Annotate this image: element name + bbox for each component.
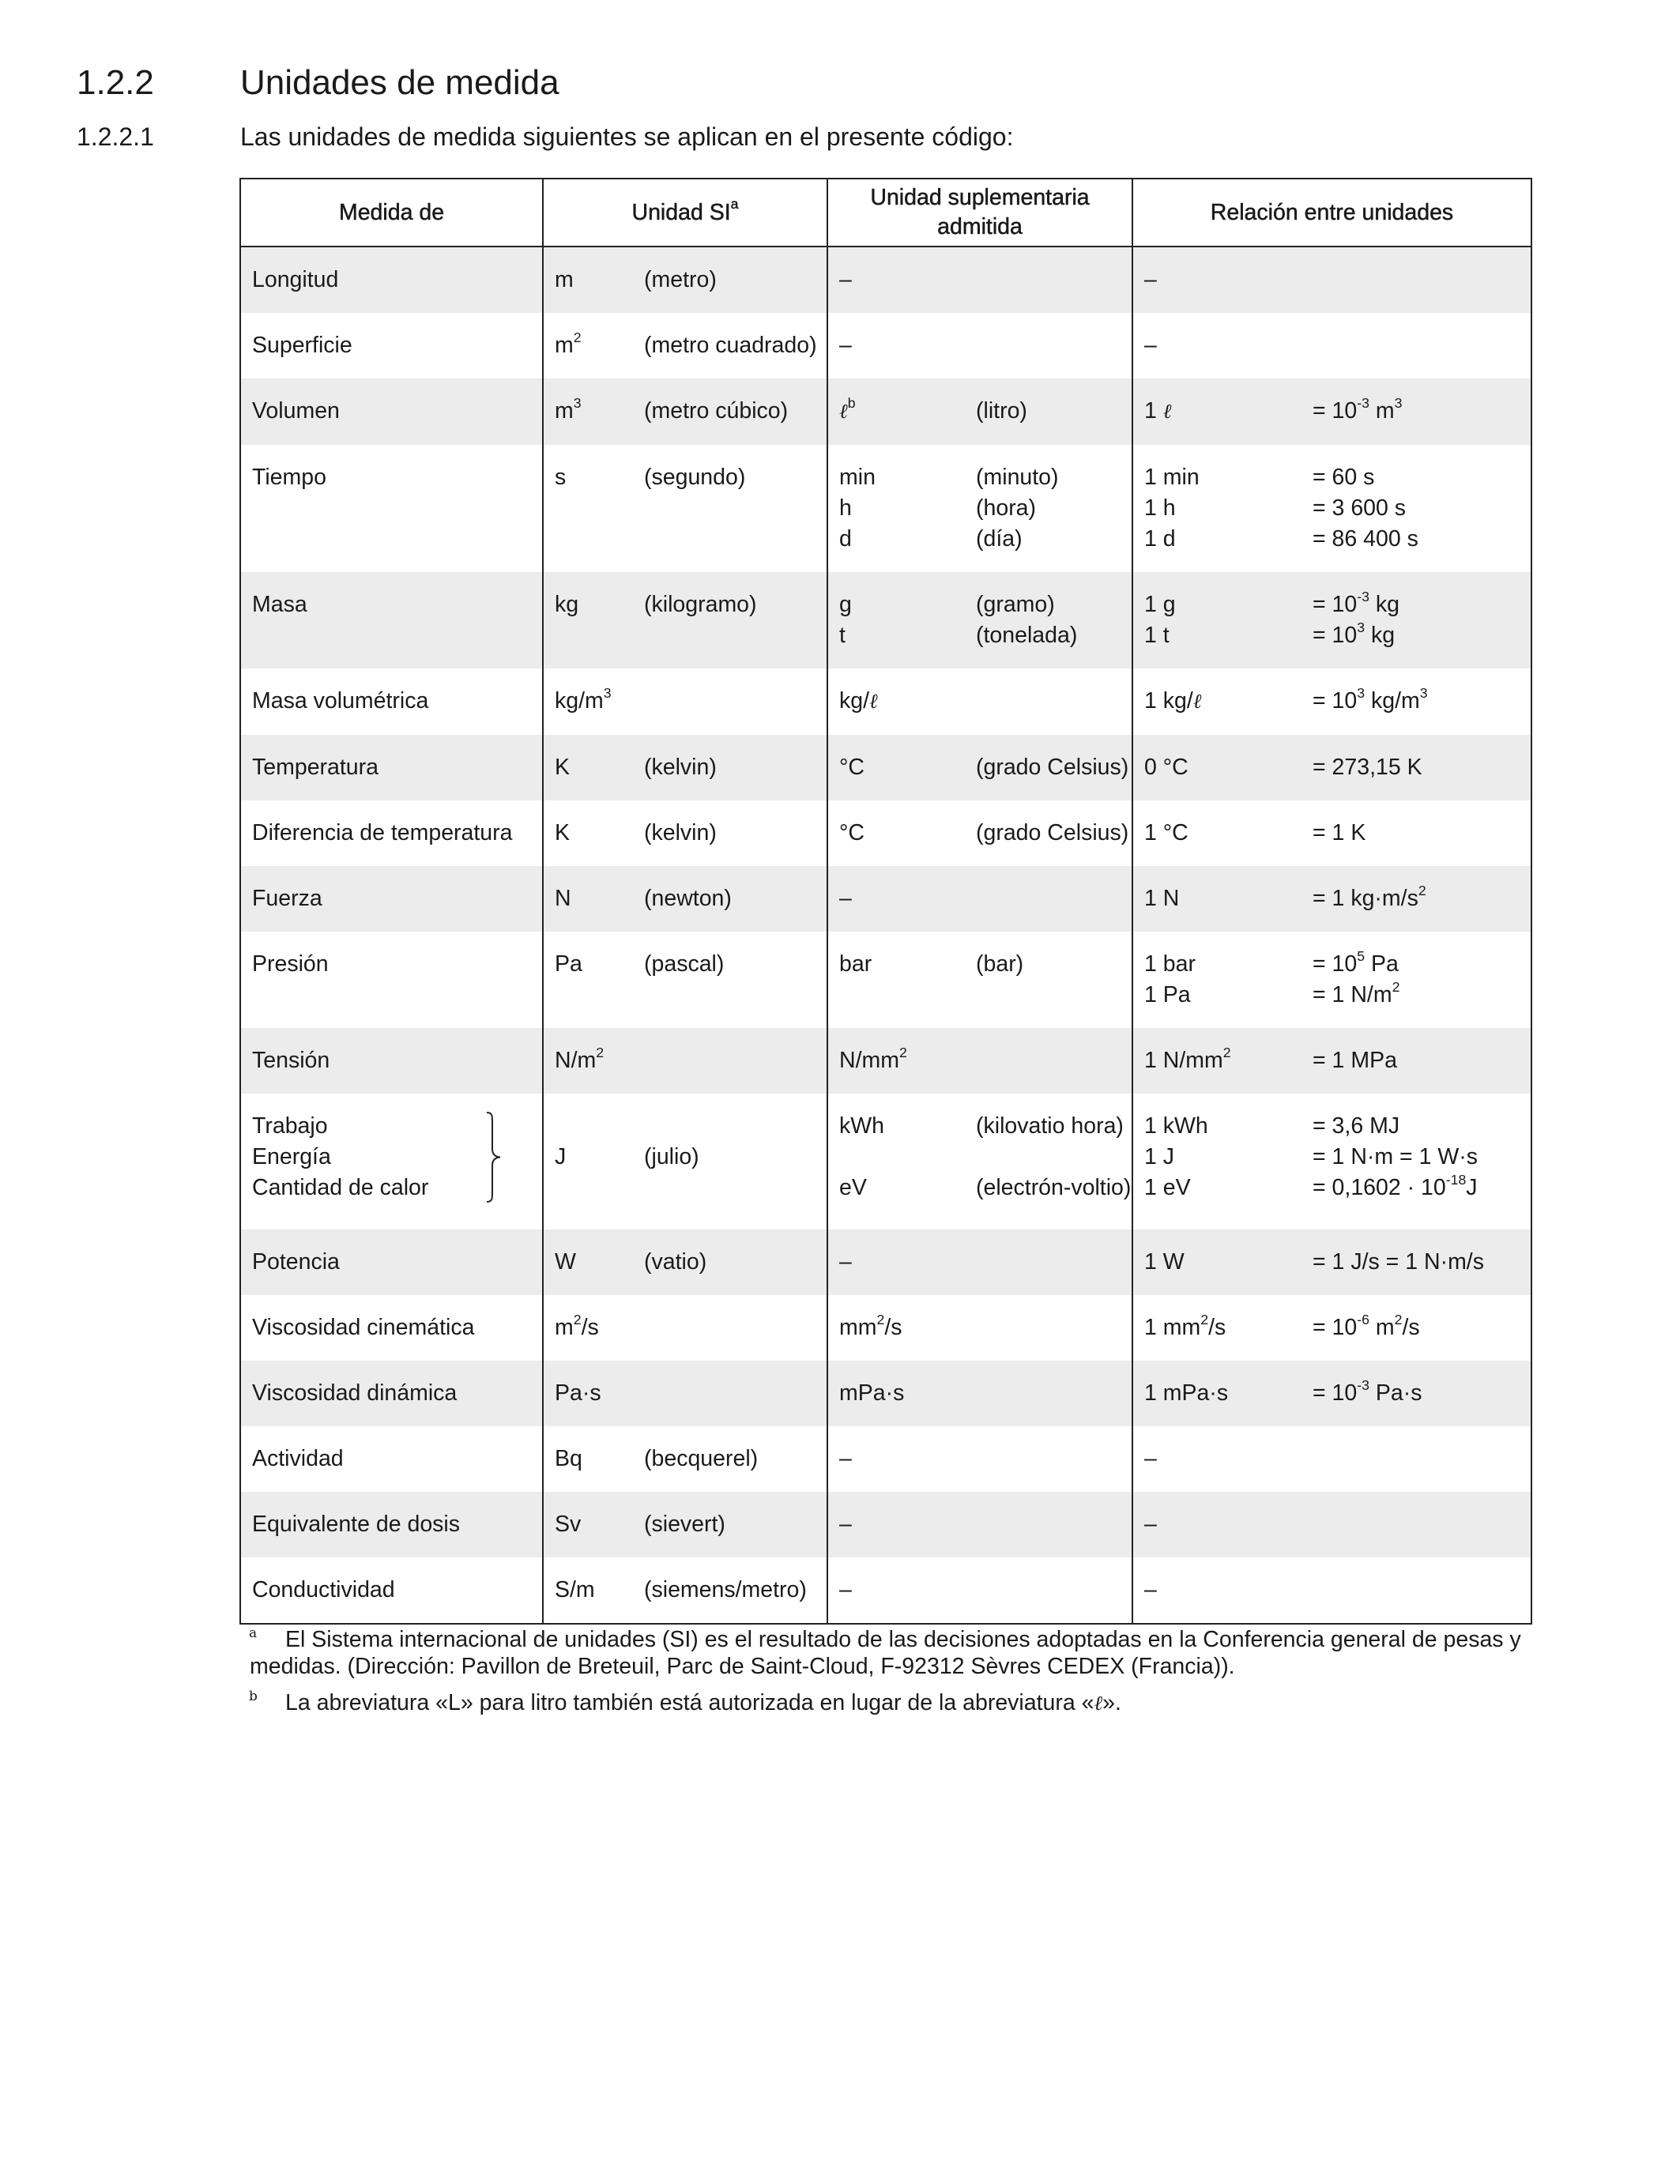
measure-label: Actividad (252, 1446, 344, 1471)
measure-label: Conductividad (252, 1577, 395, 1602)
measure-label: Diferencia de temperatura (252, 820, 513, 845)
measure-label: Presión (252, 951, 329, 977)
supplementary-name (976, 1444, 1124, 1474)
relation-rhs: = 1 $N/m^2$ (1313, 978, 1400, 1007)
cell-supplementary-unit (827, 932, 1132, 1028)
table-row (240, 1492, 1531, 1557)
supplementary-name (976, 883, 1124, 914)
measure-label: Fuerza (252, 886, 322, 911)
cell-measure (240, 572, 543, 668)
si-name: (pascal) (644, 951, 725, 977)
relation-lhs: 1 ℓ (1144, 398, 1172, 424)
cell-relation (1132, 378, 1531, 445)
table-row (240, 247, 1531, 313)
relation-lhs: 1 d (1144, 526, 1176, 552)
cell-supplementary-unit (827, 1426, 1132, 1492)
supplementary-symbol: – (839, 1446, 852, 1471)
relation-rhs: = 3,6 MJ (1313, 1113, 1400, 1139)
cell-measure (240, 247, 543, 313)
cell-relation (1132, 572, 1531, 668)
si-name: (julio) (644, 1144, 699, 1169)
cell-supplementary-unit (827, 1492, 1132, 1557)
supplementary-name (976, 1045, 1124, 1076)
relation-rhs: = $10^{-3}$ $m^3$ (1313, 394, 1403, 424)
si-name: (siemens/metro) (644, 1577, 807, 1602)
cell-supplementary-unit (827, 1028, 1132, 1094)
supplementary-name: (kilovatio hora) (976, 1113, 1124, 1139)
si-symbol: $N/m^2$ (555, 1044, 605, 1073)
measure-label: Cantidad de calor (252, 1175, 429, 1200)
relation-lhs: 1 N (1144, 886, 1180, 911)
relation-rhs (1313, 265, 1523, 296)
si-symbol: $kg/m^3$ (555, 684, 612, 714)
cell-measure (240, 1426, 543, 1492)
table-row (240, 668, 1531, 735)
supplementary-symbol: bar (839, 951, 872, 977)
cell-relation (1132, 1492, 1531, 1557)
table-row (240, 800, 1531, 866)
cell-supplementary-unit (827, 247, 1132, 313)
si-symbol: K (555, 755, 571, 780)
header-si-unit: Unidad $SI^a$ (543, 179, 827, 247)
relation-lhs: – (1144, 267, 1157, 292)
supplementary-name (976, 1509, 1124, 1540)
relation-lhs: 1 mPa·s (1144, 1380, 1229, 1406)
table-row (240, 932, 1531, 1028)
cell-relation (1132, 866, 1531, 932)
section-title: Unidades de medida (240, 63, 559, 102)
si-symbol: K (555, 820, 571, 845)
supplementary-symbol: – (839, 1577, 852, 1602)
cell-measure (240, 1229, 543, 1295)
relation-lhs: 1 J (1144, 1144, 1175, 1169)
si-name: (kelvin) (644, 820, 717, 845)
table-row (240, 1229, 1531, 1295)
cell-supplementary-unit (827, 1094, 1132, 1229)
header-si-footnote-mark: a (730, 196, 739, 213)
relation-rhs: = 3 600 s (1313, 495, 1407, 521)
relation-lhs: 0 °C (1144, 755, 1188, 780)
footnote (250, 1626, 1534, 1680)
si-name: (newton) (644, 886, 732, 911)
table-row (240, 445, 1531, 572)
supplementary-symbol: d (839, 526, 852, 552)
cell-measure (240, 735, 543, 800)
measure-label: Longitud (252, 267, 339, 292)
table-row (240, 735, 1531, 800)
si-symbol: kg (555, 592, 579, 617)
cell-si-unit (543, 1426, 827, 1492)
si-symbol: Pa (555, 951, 582, 977)
relation-rhs: = $0,1602 \cdot 10^{-18}J$ (1313, 1171, 1478, 1200)
supplementary-symbol: g (839, 592, 852, 617)
footnotes (250, 1626, 1534, 1726)
relation-lhs: 1 $N/mm^2$ (1144, 1044, 1231, 1073)
measure-label: Tiempo (252, 465, 326, 490)
table-body (240, 247, 1531, 1624)
supplementary-symbol: min (839, 465, 876, 490)
relation-rhs (1313, 1444, 1523, 1474)
cell-measure (240, 932, 543, 1028)
relation-lhs: 1 eV (1144, 1175, 1191, 1200)
supplementary-symbol: kWh (839, 1113, 884, 1139)
supplementary-name: (gramo) (976, 592, 1055, 617)
relation-rhs: = 1 MPa (1313, 1048, 1397, 1073)
cell-si-unit (543, 572, 827, 668)
si-name (644, 686, 819, 717)
right-brace-icon (485, 1111, 503, 1212)
si-symbol: J (555, 1144, 567, 1169)
supplementary-name (976, 1142, 1124, 1173)
si-symbol: N (555, 886, 571, 911)
cell-supplementary-unit (827, 735, 1132, 800)
cell-supplementary-unit (827, 1557, 1132, 1624)
supplementary-symbol: $mm^2/s$ (839, 1311, 902, 1340)
cell-supplementary-unit (827, 800, 1132, 866)
si-symbol: S/m (555, 1577, 595, 1602)
measure-label: Volumen (252, 398, 340, 424)
supplementary-symbol (839, 1142, 976, 1173)
si-name: (metro cúbico) (644, 398, 789, 424)
supplementary-name (976, 686, 1124, 717)
supplementary-name (976, 1247, 1124, 1278)
table-row (240, 1028, 1531, 1094)
si-symbol: s (555, 465, 567, 490)
supplementary-symbol: – (839, 1249, 852, 1275)
relation-lhs: – (1144, 333, 1157, 358)
cell-supplementary-unit (827, 866, 1132, 932)
cell-measure (240, 1557, 543, 1624)
cell-relation (1132, 1094, 1531, 1229)
si-name: (becquerel) (644, 1446, 759, 1471)
relation-rhs: = 60 s (1313, 465, 1375, 490)
measure-label: Energía (252, 1144, 331, 1169)
supplementary-name: (hora) (976, 495, 1037, 521)
cell-measure (240, 378, 543, 445)
cell-relation (1132, 1361, 1531, 1426)
header-measure: Medida de (240, 179, 543, 247)
footnote-mark: b (249, 1689, 258, 1704)
table-row (240, 378, 1531, 445)
cell-measure (240, 866, 543, 932)
relation-lhs: 1 min (1144, 465, 1200, 490)
cell-measure (240, 1028, 543, 1094)
si-symbol: $m^2$ (555, 329, 582, 358)
si-symbol: $m^2/s$ (555, 1311, 599, 1340)
cell-relation (1132, 445, 1531, 572)
cell-relation (1132, 1028, 1531, 1094)
si-name: (kilogramo) (644, 592, 757, 617)
cell-supplementary-unit (827, 1361, 1132, 1426)
relation-rhs: = 1 $kg\cdot m/s^2$ (1313, 882, 1426, 911)
relation-lhs: 1 kg/ℓ (1144, 688, 1202, 714)
supplementary-name (976, 1575, 1124, 1606)
si-name (644, 1045, 819, 1076)
relation-lhs: – (1144, 1446, 1157, 1471)
relation-rhs (1313, 1509, 1523, 1540)
supplementary-name: (bar) (976, 951, 1024, 977)
table-row (240, 572, 1531, 668)
supplementary-symbol: kg/ℓ (839, 688, 878, 714)
relation-rhs (1313, 330, 1523, 361)
measure-label: Viscosidad cinemática (252, 1315, 475, 1340)
cell-supplementary-unit (827, 378, 1132, 445)
table-row (240, 313, 1531, 378)
relation-rhs: = 273,15 K (1313, 755, 1422, 780)
relation-rhs: = $10^{-3}$ kg (1313, 588, 1399, 617)
relation-rhs (1313, 1575, 1523, 1606)
supplementary-name: (litro) (976, 398, 1027, 424)
cell-si-unit (543, 668, 827, 735)
footnote-mark: a (249, 1625, 258, 1641)
relation-lhs: 1 °C (1144, 820, 1188, 845)
relation-lhs: 1 g (1144, 592, 1176, 617)
supplementary-symbol: – (839, 333, 852, 358)
cell-si-unit (543, 932, 827, 1028)
si-symbol: Sv (555, 1512, 582, 1537)
cell-si-unit (543, 1492, 827, 1557)
supplementary-name (976, 330, 1124, 361)
cell-supplementary-unit (827, 1295, 1132, 1361)
cell-supplementary-unit (827, 313, 1132, 378)
cell-relation (1132, 668, 1531, 735)
relation-rhs: = 1 K (1313, 820, 1366, 845)
table-header-row (240, 179, 1531, 247)
cell-measure (240, 1361, 543, 1426)
supplementary-symbol: h (839, 495, 852, 521)
cell-supplementary-unit (827, 668, 1132, 735)
measure-label: Trabajo (252, 1113, 328, 1139)
relation-lhs: 1 h (1144, 495, 1176, 521)
measure-label: Equivalente de dosis (252, 1512, 461, 1537)
supplementary-name: (grado Celsius) (976, 820, 1129, 845)
relation-lhs: 1 $mm^2/s$ (1144, 1311, 1226, 1340)
subsection-text: Las unidades de medida siguientes se aplican en el presente código: (240, 122, 1014, 151)
measure-label: Viscosidad dinámica (252, 1380, 458, 1406)
si-symbol: $m^3$ (555, 394, 582, 424)
relation-rhs: = $10^3$ kg (1313, 619, 1396, 648)
relation-rhs: = $10^{-3}$ Pa·s (1313, 1376, 1422, 1406)
table-row (240, 866, 1531, 932)
footnote-text: La abreviatura «L» para litro también está autorizada en lugar de la abreviatura «ℓ». (285, 1690, 1121, 1715)
cell-measure (240, 1094, 543, 1229)
supplementary-symbol: ℓ$^b$ (839, 394, 856, 424)
supplementary-name: (día) (976, 526, 1023, 552)
relation-lhs: 1 Pa (1144, 982, 1191, 1007)
relation-lhs: 1 bar (1144, 951, 1196, 977)
measure-label: Tensión (252, 1048, 330, 1073)
relation-rhs: = $10^5$ Pa (1313, 947, 1399, 977)
relation-lhs: – (1144, 1512, 1157, 1537)
cell-relation (1132, 1295, 1531, 1361)
supplementary-name (976, 1312, 1124, 1343)
table-row (240, 1094, 1531, 1229)
si-symbol: Pa·s (555, 1380, 601, 1406)
cell-si-unit (543, 735, 827, 800)
cell-relation (1132, 247, 1531, 313)
supplementary-symbol: °C (839, 820, 864, 845)
cell-relation (1132, 1229, 1531, 1295)
supplementary-symbol: mPa·s (839, 1380, 905, 1406)
supplementary-symbol: eV (839, 1175, 867, 1200)
table-row (240, 1557, 1531, 1624)
relation-lhs: – (1144, 1577, 1157, 1602)
cell-si-unit (543, 378, 827, 445)
header-supplementary-unit: Unidad suplementaria admitida (827, 179, 1132, 247)
supplementary-name (976, 265, 1124, 296)
measure-label: Masa (252, 592, 307, 617)
supplementary-name: (grado Celsius) (976, 755, 1129, 780)
relation-rhs: = 1 N·m = 1 W·s (1313, 1144, 1478, 1169)
cell-si-unit (543, 1028, 827, 1094)
si-name (644, 1378, 819, 1409)
table-row (240, 1295, 1531, 1361)
cell-supplementary-unit (827, 572, 1132, 668)
si-symbol: m (555, 267, 574, 292)
subsection-number: 1.2.2.1 (77, 122, 154, 151)
supplementary-symbol: – (839, 267, 852, 292)
measure-label: Masa volumétrica (252, 688, 429, 714)
si-name: (sievert) (644, 1512, 725, 1537)
relation-rhs: = 1 J/s = 1 N·m/s (1313, 1249, 1484, 1275)
cell-si-unit (543, 1094, 827, 1229)
supplementary-name (976, 1378, 1124, 1409)
relation-rhs: = $10^{-6}$ $m^2/s$ (1313, 1311, 1420, 1340)
cell-relation (1132, 313, 1531, 378)
cell-relation (1132, 1557, 1531, 1624)
si-name (644, 1312, 819, 1343)
footnote-text: El Sistema internacional de unidades (SI) es el resultado de las decisiones adoptadas en la Conferencia general de pesas y medidas. (Dirección: Pavillon de Breteuil, Parc de Saint-Cloud, F-92312 Sèvres CEDEX (Francia)). (250, 1627, 1521, 1679)
measure-label: Potencia (252, 1249, 340, 1275)
cell-si-unit (543, 445, 827, 572)
cell-relation (1132, 735, 1531, 800)
supplementary-name: (tonelada) (976, 623, 1078, 648)
si-name: (segundo) (644, 465, 746, 490)
relation-lhs: 1 W (1144, 1249, 1185, 1275)
cell-si-unit (543, 313, 827, 378)
supplementary-symbol: $N/mm^2$ (839, 1044, 907, 1073)
measure-label: Temperatura (252, 755, 379, 780)
cell-measure (240, 313, 543, 378)
cell-si-unit (543, 1295, 827, 1361)
table-row (240, 1361, 1531, 1426)
supplementary-name: (minuto) (976, 465, 1059, 490)
cell-measure (240, 1295, 543, 1361)
si-name: (kelvin) (644, 755, 717, 780)
cell-relation (1132, 800, 1531, 866)
relation-lhs: 1 kWh (1144, 1113, 1208, 1139)
cell-supplementary-unit (827, 445, 1132, 572)
relation-rhs: = 86 400 s (1313, 526, 1418, 552)
cell-si-unit (543, 1557, 827, 1624)
section-number: 1.2.2 (77, 63, 154, 102)
supplementary-symbol: – (839, 1512, 852, 1537)
cell-si-unit (543, 800, 827, 866)
measure-label: Superficie (252, 333, 352, 358)
supplementary-symbol: – (839, 886, 852, 911)
cell-measure (240, 445, 543, 572)
header-relation: Relación entre unidades (1132, 179, 1531, 247)
cell-si-unit (543, 247, 827, 313)
cell-measure (240, 668, 543, 735)
table-row (240, 1426, 1531, 1492)
cell-relation (1132, 1426, 1531, 1492)
si-name: (metro) (644, 267, 717, 292)
supplementary-symbol: t (839, 623, 846, 648)
si-symbol: W (555, 1249, 576, 1275)
cell-relation (1132, 932, 1531, 1028)
relation-rhs: = $10^3$ $kg/m^3$ (1313, 684, 1428, 714)
units-table (239, 178, 1532, 1625)
supplementary-name: (electrón-voltio) (976, 1175, 1132, 1200)
cell-measure (240, 1492, 543, 1557)
si-name: (vatio) (644, 1249, 707, 1275)
si-symbol: Bq (555, 1446, 582, 1471)
cell-supplementary-unit (827, 1229, 1132, 1295)
cell-si-unit (543, 1361, 827, 1426)
supplementary-symbol: °C (839, 755, 864, 780)
footnote (250, 1689, 1534, 1717)
si-name: (metro cuadrado) (644, 333, 817, 358)
cell-si-unit (543, 866, 827, 932)
cell-measure (240, 800, 543, 866)
relation-lhs: 1 t (1144, 623, 1170, 648)
cell-si-unit (543, 1229, 827, 1295)
